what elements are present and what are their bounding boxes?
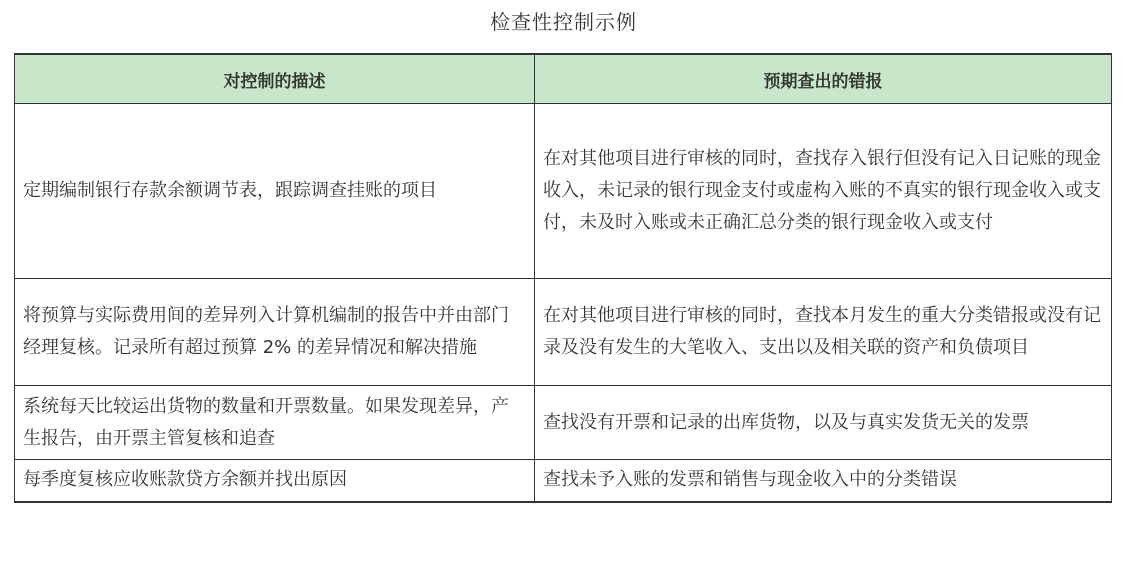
detective-controls-table bbox=[14, 53, 1112, 503]
control-description-cell: 每季度复核应收账款贷方余额并找出原因 bbox=[15, 460, 535, 502]
table-row bbox=[15, 460, 1112, 502]
column-header-description: 对控制的描述 bbox=[15, 54, 535, 104]
table-row bbox=[15, 104, 1112, 279]
expected-misstatement-cell: 在对其他项目进行审核的同时，查找存入银行但没有记入日记账的现金收入，未记录的银行现金支付或虚构入账的不真实的银行现金收入或支付，未及时入账或未正确汇总分类的银行现金收入或支付 bbox=[535, 104, 1112, 279]
expected-misstatement-cell: 在对其他项目进行审核的同时，查找本月发生的重大分类错报或没有记录及没有发生的大笔收入、支出以及相关联的资产和负债项目 bbox=[535, 279, 1112, 386]
page-title: 检查性控制示例 bbox=[490, 10, 637, 34]
control-description-cell: 将预算与实际费用间的差异列入计算机编制的报告中并由部门经理复核。记录所有超过预算 2% 的差异情况和解决措施 bbox=[15, 279, 535, 386]
expected-misstatement-cell: 查找没有开票和记录的出库货物，以及与真实发货无关的发票 bbox=[535, 386, 1112, 460]
column-header-expected-misstatement: 预期查出的错报 bbox=[535, 54, 1112, 104]
table-row bbox=[15, 386, 1112, 460]
table-header-row bbox=[15, 54, 1112, 104]
table-row bbox=[15, 279, 1112, 386]
control-description-cell: 系统每天比较运出货物的数量和开票数量。如果发现差异，产生报告，由开票主管复核和追查 bbox=[15, 386, 535, 460]
control-description-cell: 定期编制银行存款余额调节表，跟踪调查挂账的项目 bbox=[15, 104, 535, 279]
expected-misstatement-cell: 查找未予入账的发票和销售与现金收入中的分类错误 bbox=[535, 460, 1112, 502]
